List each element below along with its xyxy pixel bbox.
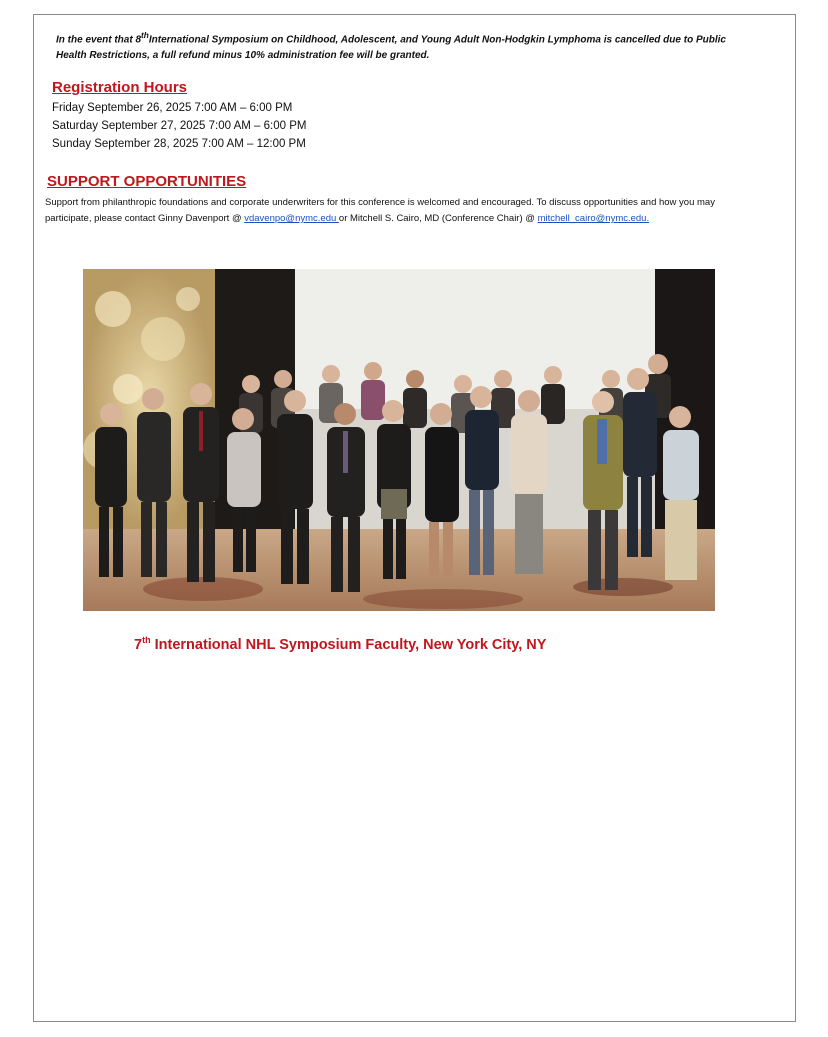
support-opportunities-heading: SUPPORT OPPORTUNITIES — [47, 173, 247, 190]
cancellation-notice — [56, 27, 756, 64]
caption-prefix: 7 — [134, 636, 143, 653]
hours-saturday: Saturday September 27, 2025 7:00 AM – 6:00 PM — [52, 120, 307, 132]
notice-sup: th — [141, 30, 149, 40]
support-text-start: Support from philanthropic foundations and corporate underwriters for this conference is welcomed and encouraged. To discuss opportunities and how you may participate, please contact Ginny Davenport @ — [45, 197, 715, 224]
support-paragraph — [45, 195, 745, 227]
group-photo — [83, 269, 715, 611]
group-photo-illustration — [83, 269, 715, 611]
hours-friday: Friday September 26, 2025 7:00 AM – 6:00 PM — [52, 102, 293, 114]
email-link-davenport[interactable]: vdavenpo@nymc.edu — [244, 213, 339, 224]
support-text-mid: or Mitchell S. Cairo, MD (Conference Chair) @ — [338, 213, 538, 224]
notice-suffix: International Symposium on Childhood, Adolescent, and Young Adult Non-Hodgkin Lymphoma is cancelled due to Public Health Restrictions, a full refund minus 10% administration fee will be granted. — [56, 34, 726, 62]
caption-suffix: International NHL Symposium Faculty, New York City, NY — [150, 636, 547, 653]
hours-sunday: Sunday September 28, 2025 7:00 AM – 12:00 PM — [52, 138, 306, 150]
document-page — [33, 14, 796, 1022]
photo-caption — [134, 631, 546, 654]
registration-hours-list — [52, 99, 306, 153]
notice-prefix: In the event that 8 — [56, 34, 142, 46]
email-link-cairo[interactable]: mitchell_cairo@nymc.edu. — [537, 213, 650, 224]
caption-sup: th — [142, 635, 151, 645]
registration-hours-heading: Registration Hours — [52, 79, 188, 96]
